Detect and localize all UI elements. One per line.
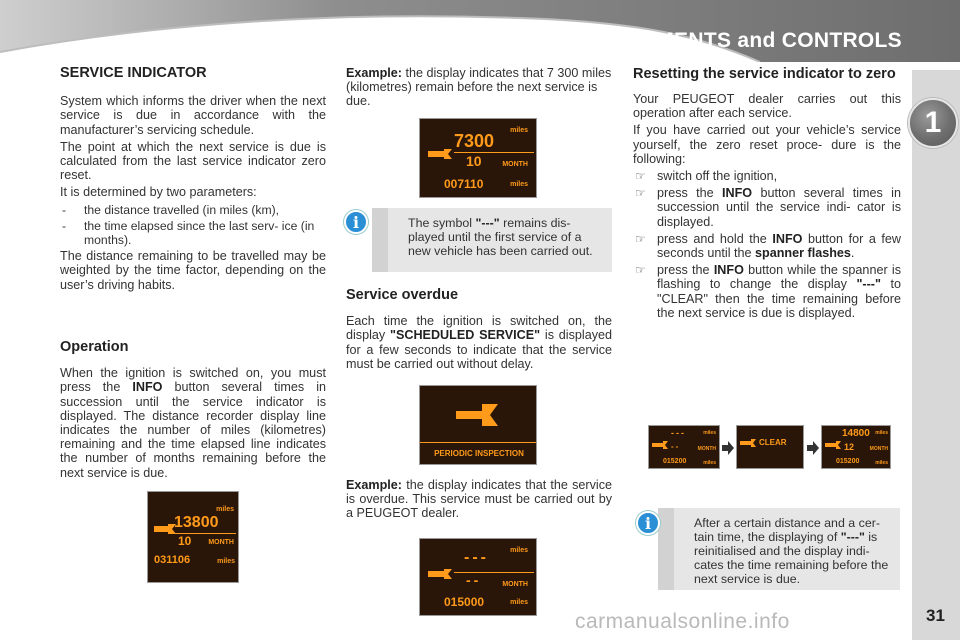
display-distance: 14800 [842, 428, 870, 439]
list-item: - the time elapsed since the last serv- ice (in months). [60, 219, 326, 247]
display-unit: miles [510, 547, 528, 554]
text-run: remains dis- played until the first service of a new vehicle has been carried out. [408, 216, 593, 258]
display-unit: MONTH [697, 446, 716, 452]
text-run: After a certain distance and a cer- tain time, the displaying of [694, 516, 880, 544]
list-item: - the distance travelled (in miles (km), [60, 203, 326, 217]
text-run: to "CLEAR" then the time remaining before the next service is due is displayed. [657, 277, 901, 320]
display-unit: miles [510, 181, 528, 188]
button-name: INFO [713, 263, 744, 278]
list-item [633, 232, 901, 260]
chapter-number: 1 [924, 106, 942, 139]
example-label: Example: [346, 478, 402, 492]
text-run: button while the spanner is flashing to change the display [657, 263, 901, 292]
text-run: button several times in succession until the service indicator is displayed. The distance recorder display line indicates the number of miles (kilometres) remaining and the time elapsed line indicates the number of months remaining before the next service is due. [60, 380, 326, 480]
paragraph [346, 314, 612, 371]
dashboard-display [736, 425, 804, 469]
symbol: "---" [475, 216, 500, 230]
paragraph [346, 478, 612, 521]
chapter-side-tab [912, 70, 960, 640]
info-box [372, 208, 612, 272]
display-months: 10 [466, 153, 482, 169]
button-name: INFO [722, 186, 753, 201]
text-run: The symbol [408, 216, 476, 230]
symbol: "---" [856, 277, 881, 292]
text-run: the display indicates that the service is overdue. This service must be carried out by a PEUGEOT dealer. [346, 478, 612, 521]
display-distance: 7300 [454, 131, 495, 151]
text-run: . [850, 246, 855, 261]
spanner-icon [426, 147, 454, 161]
display-message: CLEAR [759, 438, 787, 447]
parameter-list [60, 203, 326, 248]
text-run: button for a few seconds until the [657, 231, 901, 261]
paragraph: It is determined by two parameters: [60, 185, 257, 200]
text-run: is reinitialised and the display indi- cates the time remaining before the next service is due. [694, 530, 889, 586]
page-number: 31 [926, 606, 945, 625]
dashboard-display [648, 425, 720, 469]
dashboard-display [419, 118, 537, 198]
spanner-icon [739, 438, 757, 448]
spanner-icon [454, 400, 500, 430]
column-service-indicator [60, 66, 326, 295]
emphasis: spanner flashes [755, 246, 851, 261]
paragraph: Your PEUGEOT dealer carries out this operation after each service. [633, 92, 901, 121]
column-reset [633, 66, 901, 323]
reset-steps [633, 169, 901, 320]
display-unit: miles [703, 460, 716, 466]
display-unit: miles [875, 430, 888, 436]
text-run: is displayed for a few seconds to indicate that the service must be carried out without delay. [346, 328, 612, 371]
chapter-badge [908, 98, 958, 148]
paragraph: System which informs the driver when the next service is due in accordance with the manufacturer’s servicing schedule. [60, 94, 326, 137]
paragraph: The distance remaining to be travelled may be weighted by the time factor, depending on the user’s driving habits. [60, 249, 326, 292]
spanner-icon [651, 440, 669, 450]
pointing-hand-icon: ☞ [635, 186, 646, 201]
display-months: -- [671, 442, 681, 451]
info-icon: i [344, 210, 368, 234]
text-run: press and hold the [657, 231, 773, 246]
display-unit: MONTH [502, 161, 528, 168]
column-overdue [346, 288, 612, 374]
display-distance: --- [464, 549, 489, 566]
watermark: carmanualsonline.info [575, 610, 790, 633]
display-months: 12 [844, 442, 855, 452]
display-unit: miles [217, 558, 235, 565]
page-title: INSTRUMENTS and CONTROLS [576, 29, 902, 52]
display-unit: miles [510, 599, 528, 606]
paragraph [60, 366, 326, 480]
display-months: 10 [178, 534, 192, 548]
section-heading: SERVICE INDICATOR [60, 65, 207, 81]
arrow-right-icon [721, 441, 735, 455]
column-operation [60, 340, 326, 483]
display-unit: MONTH [869, 446, 888, 452]
display-odometer: 031106 [154, 554, 191, 566]
display-odometer: 015000 [444, 595, 485, 609]
dashboard-display [419, 385, 537, 465]
text-run: switch off the ignition, [657, 169, 778, 184]
display-unit: MONTH [502, 581, 528, 588]
dashboard-display [147, 491, 239, 583]
display-unit: miles [510, 127, 528, 134]
spanner-icon [426, 567, 454, 581]
button-name: INFO [772, 231, 803, 246]
page-header [0, 0, 960, 62]
display-message: PERIODIC INSPECTION [420, 442, 537, 458]
button-name: INFO [132, 380, 163, 395]
text-run: press the [657, 263, 714, 278]
dashboard-display [419, 538, 537, 616]
pointing-hand-icon: ☞ [635, 231, 646, 246]
arrow-right-icon [806, 441, 820, 455]
display-unit: miles [875, 460, 888, 466]
text-run: When the ignition is switched on, you must press the [60, 366, 326, 395]
section-heading: Operation [60, 339, 129, 355]
text-run: press the [657, 186, 722, 201]
paragraph: If you have carried out your vehicle’s service yourself, the zero reset proce- dure is the following: [633, 123, 901, 166]
display-unit: MONTH [208, 539, 234, 546]
list-item [633, 263, 901, 320]
info-box [658, 508, 900, 590]
display-distance: 13800 [174, 514, 219, 531]
display-unit: miles [216, 506, 234, 513]
text-run: Each time the ignition is switched on, the display [346, 314, 612, 343]
display-odometer: 015200 [663, 458, 687, 465]
section-heading: Service overdue [346, 287, 459, 303]
display-odometer: 007110 [444, 177, 484, 191]
paragraph: The point at which the next service is due is calculated from the last service indicator zero reset. [60, 139, 326, 183]
symbol: "---" [840, 530, 865, 544]
example-label: Example: [346, 66, 402, 80]
display-months: -- [466, 572, 482, 588]
spanner-icon [824, 440, 842, 450]
section-heading: Resetting the service indicator to zero [633, 66, 896, 82]
text-run: button several times in succession until the service indi- cator is displayed. [657, 186, 901, 229]
column-example [346, 66, 612, 112]
list-item [633, 186, 901, 229]
text-run: the display indicates that 7 300 miles (kilometres) remain before the next service is due. [346, 66, 612, 109]
display-odometer: 015200 [836, 458, 860, 465]
display-distance: --- [671, 428, 686, 438]
display-message: "SCHEDULED SERVICE" [389, 328, 541, 343]
dashboard-display [821, 425, 891, 469]
pointing-hand-icon: ☞ [635, 169, 646, 184]
paragraph [346, 66, 612, 109]
list-item [633, 169, 901, 183]
column-example-2 [346, 478, 612, 524]
display-unit: miles [703, 430, 716, 436]
pointing-hand-icon: ☞ [635, 263, 646, 278]
info-icon: i [636, 511, 660, 535]
